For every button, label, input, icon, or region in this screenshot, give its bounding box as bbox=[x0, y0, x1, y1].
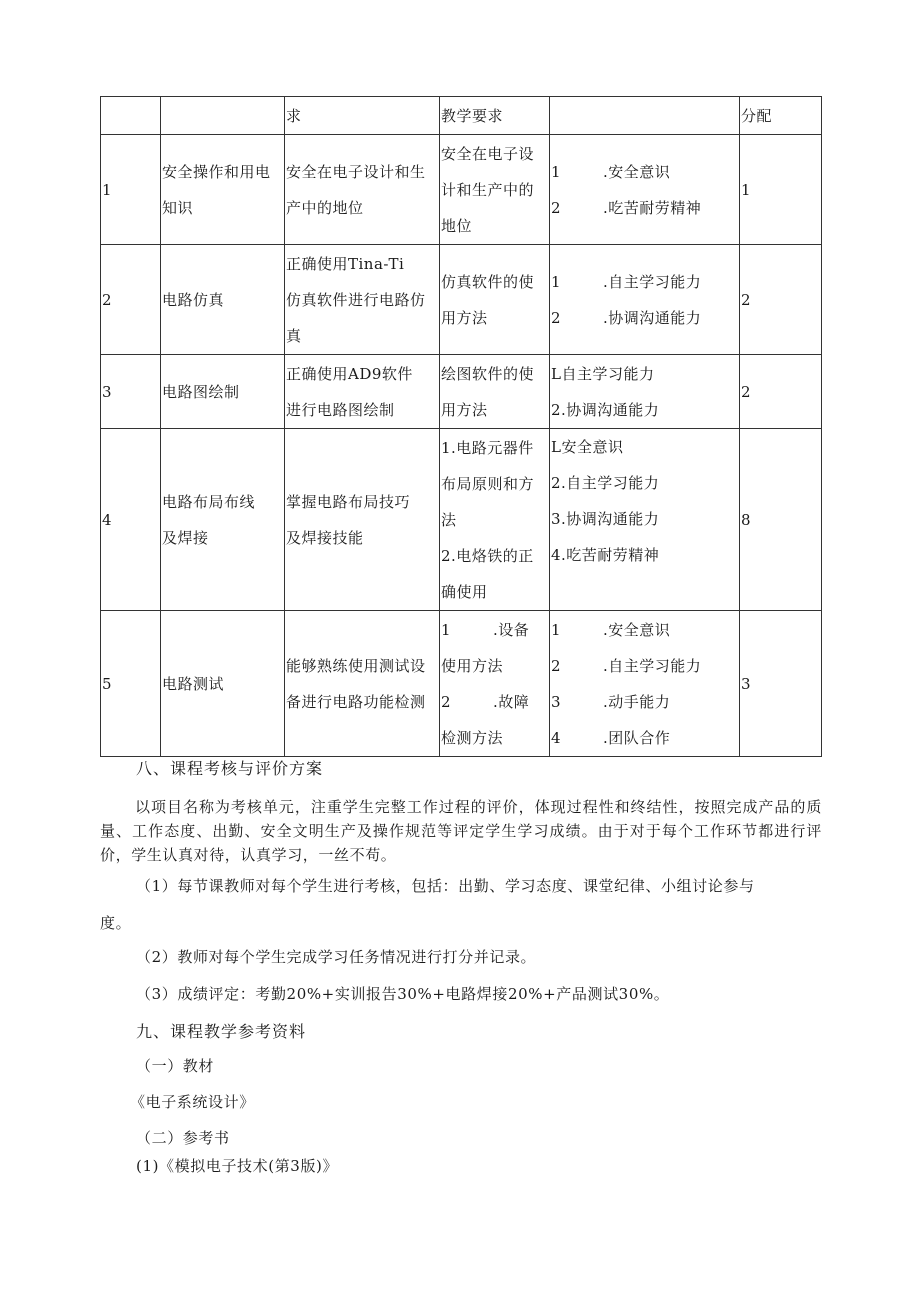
project-line: 及焊接 bbox=[162, 528, 209, 547]
skill-cell bbox=[285, 429, 440, 611]
knowledge-line: 计和生产中的 bbox=[441, 180, 535, 199]
quality-line bbox=[551, 684, 739, 720]
course-content-table bbox=[100, 96, 822, 757]
hours-cell: 3 bbox=[740, 611, 822, 757]
quality-line: 3.协调沟通能力 bbox=[551, 510, 660, 528]
quality-text: .安全意识 bbox=[603, 620, 671, 639]
quality-cell bbox=[550, 611, 740, 757]
row-number: 5 bbox=[101, 611, 161, 757]
project-line: 电路仿真 bbox=[162, 290, 225, 309]
skill-cell bbox=[285, 135, 440, 245]
quality-number: 1 bbox=[551, 162, 562, 181]
knowledge-line: 地位 bbox=[441, 216, 473, 235]
hours-cell: 1 bbox=[740, 135, 822, 245]
skill-line: 仿真软件进行电路仿 bbox=[286, 290, 426, 309]
skill-line: 产中的地位 bbox=[286, 198, 364, 217]
knowledge-number: 2 bbox=[441, 692, 452, 711]
row-number: 1 bbox=[101, 135, 161, 245]
skill-line: 掌握电路布局技巧 bbox=[286, 492, 411, 511]
header-cell-no bbox=[101, 97, 161, 135]
quality-text: .自主学习能力 bbox=[603, 272, 702, 291]
quality-line: 2.协调沟通能力 bbox=[551, 400, 660, 419]
project-cell bbox=[161, 245, 285, 355]
quality-line: 2.自主学习能力 bbox=[551, 474, 660, 492]
knowledge-line bbox=[441, 612, 549, 648]
knowledge-line: 用方法 bbox=[441, 400, 488, 419]
quality-line bbox=[551, 154, 739, 190]
project-cell bbox=[161, 429, 285, 611]
quality-line bbox=[551, 300, 739, 336]
section-8-intro: 以项目名称为考核单元，注重学生完整工作过程的评价，体现过程性和终结性，按照完成产品的质量、工作态度、出勤、安全文明生产及操作规范等评定学生学习成绩。由于对于每个工作环节都进行评价，学生认真对待，认真学习，一丝不苟。 bbox=[100, 798, 822, 864]
quality-line bbox=[551, 264, 739, 300]
textbook-title: 《电子系统设计》 bbox=[130, 1093, 255, 1111]
section-9-title: 九、课程教学参考资料 bbox=[136, 1022, 307, 1041]
knowledge-text: .设备 bbox=[493, 620, 530, 639]
quality-line: L自主学习能力 bbox=[551, 364, 655, 383]
project-line: 电路测试 bbox=[162, 674, 225, 693]
section-8-title: 八、课程考核与评价方案 bbox=[136, 759, 324, 778]
knowledge-line: 法 bbox=[441, 510, 457, 529]
table-row bbox=[101, 245, 822, 355]
knowledge-cell bbox=[440, 135, 550, 245]
knowledge-text: .故障 bbox=[493, 692, 530, 711]
project-cell bbox=[161, 611, 285, 757]
header-cell-quality bbox=[550, 97, 740, 135]
assessment-item-1: （1）每节课教师对每个学生进行考核，包括：出勤、学习态度、课堂纪律、小组讨论参与 bbox=[136, 877, 755, 895]
assessment-item-3: （3）成绩评定：考勤20%+实训报告30%+电路焊接20%+产品测试30%。 bbox=[136, 985, 670, 1003]
quality-line: 4.吃苦耐劳精神 bbox=[551, 546, 660, 564]
quality-text: .协调沟通能力 bbox=[603, 308, 702, 327]
quality-number: 2 bbox=[551, 198, 562, 217]
project-line: 安全操作和用电 bbox=[162, 162, 271, 181]
table-row bbox=[101, 611, 822, 757]
quality-line: L安全意识 bbox=[551, 438, 624, 456]
knowledge-line: 用方法 bbox=[441, 308, 488, 327]
project-cell bbox=[161, 135, 285, 245]
knowledge-line: 安全在电子设 bbox=[441, 144, 535, 163]
skill-line: 正确使用AD9软件 bbox=[286, 364, 413, 383]
knowledge-line: 确使用 bbox=[441, 582, 488, 601]
skill-line: 安全在电子设计和生 bbox=[286, 162, 426, 181]
skill-line: 备进行电路功能检测 bbox=[286, 692, 426, 711]
project-line: 知识 bbox=[162, 198, 194, 217]
quality-text: .自主学习能力 bbox=[603, 656, 702, 675]
quality-number: 4 bbox=[551, 728, 562, 747]
quality-text: .团队合作 bbox=[603, 728, 671, 747]
row-number: 3 bbox=[101, 355, 161, 429]
quality-cell bbox=[550, 355, 740, 429]
skill-line: 及焊接技能 bbox=[286, 528, 364, 547]
quality-text: .吃苦耐劳精神 bbox=[603, 198, 702, 217]
table-row bbox=[101, 135, 822, 245]
quality-line bbox=[551, 648, 739, 684]
quality-number: 1 bbox=[551, 272, 562, 291]
skill-line: 正确使用Tina-Ti bbox=[286, 254, 405, 273]
knowledge-line: 2.电烙铁的正 bbox=[441, 546, 534, 565]
skill-line: 真 bbox=[286, 326, 302, 345]
knowledge-cell bbox=[440, 245, 550, 355]
header-knowledge-text: 教学要求 bbox=[441, 106, 504, 125]
knowledge-line: 仿真软件的使 bbox=[441, 272, 535, 291]
header-cell-hours bbox=[740, 97, 822, 135]
quality-number: 2 bbox=[551, 308, 562, 327]
knowledge-line: 绘图软件的使 bbox=[441, 364, 535, 383]
assessment-item-1-continued: 度。 bbox=[100, 914, 132, 932]
skill-line: 能够熟练使用测试设 bbox=[286, 656, 426, 675]
skill-line: 进行电路图绘制 bbox=[286, 400, 395, 419]
skill-cell bbox=[285, 355, 440, 429]
textbook-heading: （一）教材 bbox=[136, 1057, 215, 1075]
header-hours-text: 分配 bbox=[741, 106, 773, 125]
row-number: 4 bbox=[101, 429, 161, 611]
project-cell bbox=[161, 355, 285, 429]
table-header-row bbox=[101, 97, 822, 135]
header-cell-knowledge bbox=[440, 97, 550, 135]
project-line: 电路布局布线 bbox=[162, 492, 256, 511]
quality-line bbox=[551, 720, 739, 756]
knowledge-line bbox=[441, 684, 549, 720]
row-number: 2 bbox=[101, 245, 161, 355]
table-row bbox=[101, 429, 822, 611]
quality-text: .动手能力 bbox=[603, 692, 671, 711]
header-cell-skill bbox=[285, 97, 440, 135]
knowledge-number: 1 bbox=[441, 620, 452, 639]
knowledge-cell bbox=[440, 429, 550, 611]
project-line: 电路图绘制 bbox=[162, 382, 240, 401]
quality-number: 2 bbox=[551, 656, 562, 675]
quality-line bbox=[551, 612, 739, 648]
knowledge-line: 1.电路元器件 bbox=[441, 438, 534, 457]
quality-number: 3 bbox=[551, 692, 562, 711]
table-row bbox=[101, 355, 822, 429]
hours-cell: 2 bbox=[740, 355, 822, 429]
reference-item-1: (1)《模拟电子技术(第3版)》 bbox=[136, 1157, 339, 1175]
knowledge-line: 检测方法 bbox=[441, 728, 504, 747]
assessment-item-2: （2）教师对每个学生完成学习任务情况进行打分并记录。 bbox=[136, 948, 537, 966]
knowledge-cell bbox=[440, 355, 550, 429]
reference-heading: （二）参考书 bbox=[136, 1129, 230, 1147]
knowledge-line: 使用方法 bbox=[441, 656, 504, 675]
skill-cell bbox=[285, 245, 440, 355]
knowledge-cell bbox=[440, 611, 550, 757]
knowledge-line: 布局原则和方 bbox=[441, 474, 535, 493]
quality-line bbox=[551, 190, 739, 226]
quality-cell bbox=[550, 135, 740, 245]
header-cell-project bbox=[161, 97, 285, 135]
quality-cell bbox=[550, 429, 740, 611]
hours-cell: 8 bbox=[740, 429, 822, 611]
quality-number: 1 bbox=[551, 620, 562, 639]
quality-text: .安全意识 bbox=[603, 162, 671, 181]
hours-cell: 2 bbox=[740, 245, 822, 355]
header-skill-text: 求 bbox=[286, 106, 302, 125]
quality-cell bbox=[550, 245, 740, 355]
skill-cell bbox=[285, 611, 440, 757]
